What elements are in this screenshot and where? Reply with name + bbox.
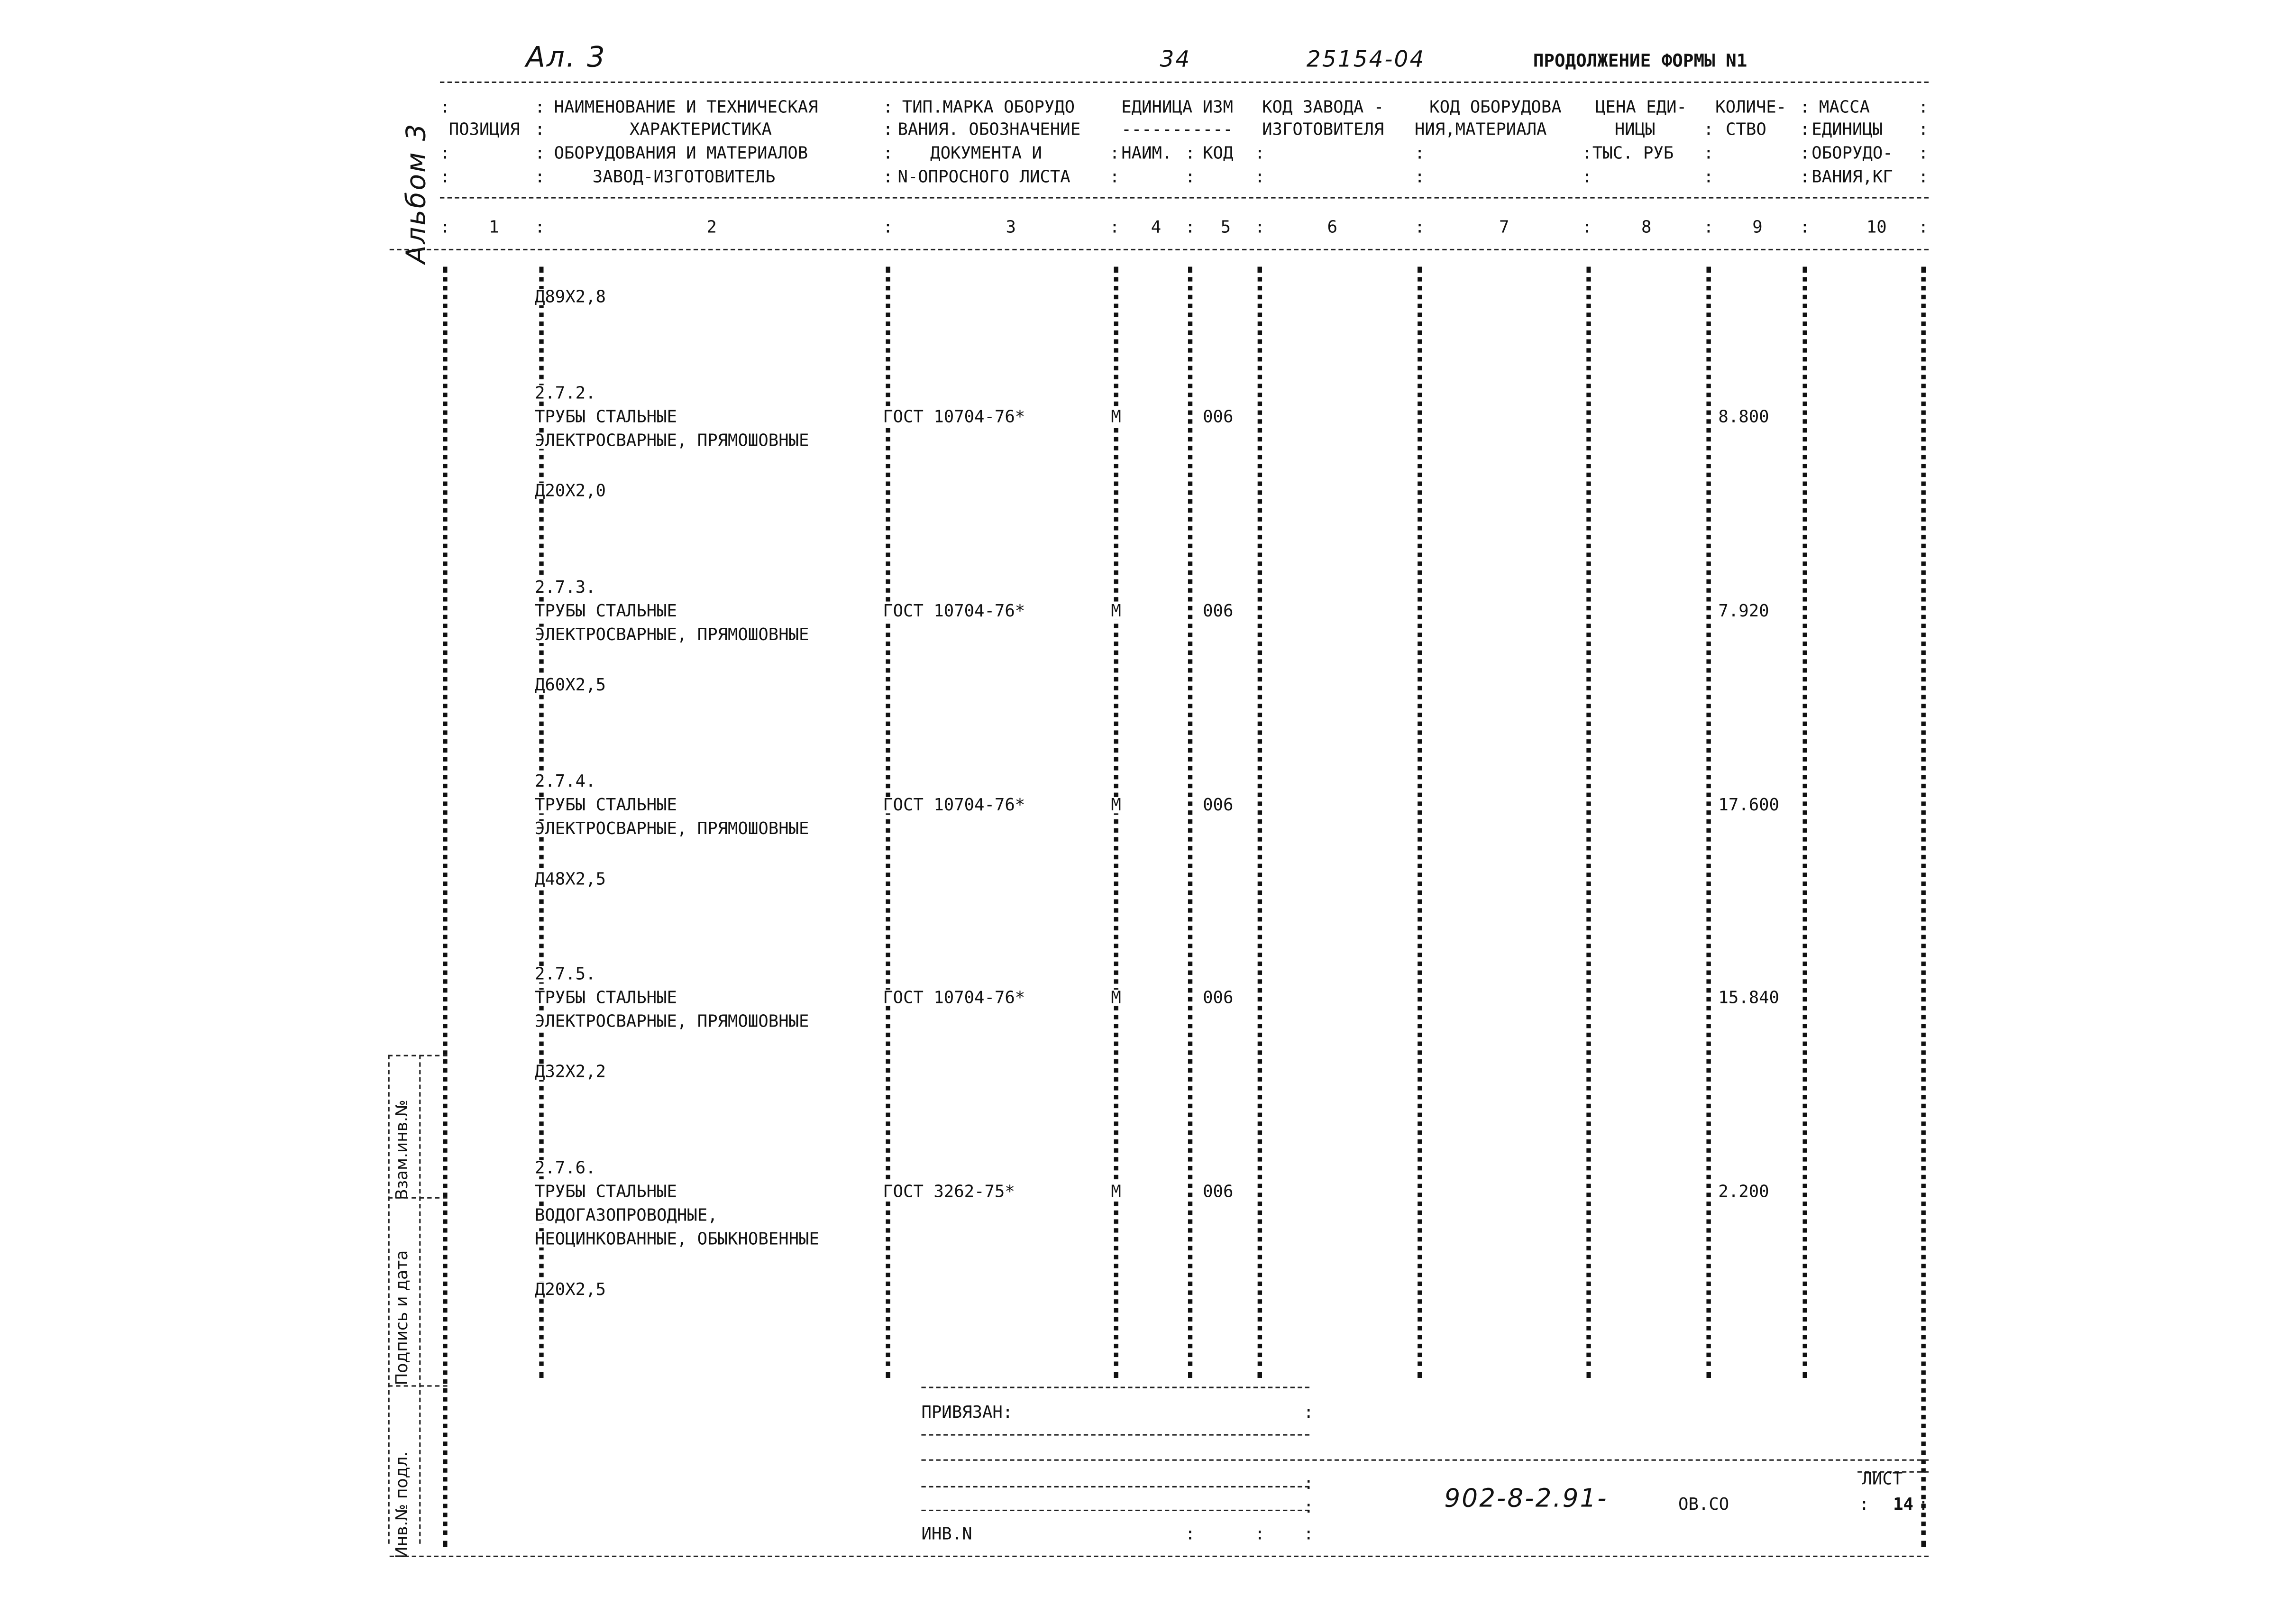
stamp-rule bbox=[388, 1197, 448, 1199]
item-name-line: ВОДОГАЗОПРОВОДНЫЕ, bbox=[534, 1204, 718, 1225]
stamp-separator: : bbox=[1303, 1523, 1314, 1544]
hdr-position: ПОЗИЦИЯ bbox=[448, 118, 520, 139]
hdr-separator: : bbox=[1800, 142, 1810, 163]
position-number: 2.7.3. bbox=[534, 576, 596, 597]
stamp-separator: : bbox=[1254, 1523, 1265, 1544]
rule-numbers-bottom bbox=[390, 249, 1929, 250]
hdr-name-line: ОБОРУДОВАНИЯ И МАТЕРИАЛОВ bbox=[554, 142, 808, 163]
unit-code: 006 bbox=[1203, 1181, 1234, 1202]
stamp-inv-original: Инв.№ подл. bbox=[392, 1451, 412, 1559]
stamp-separator: : bbox=[1303, 1496, 1314, 1517]
item-name-line: ЭЛЕКТРОСВАРНЫЕ, ПРЯМОШОВНЫЕ bbox=[534, 430, 809, 450]
hdr-separator: : bbox=[1918, 142, 1929, 163]
size-spec: Д32Х2,2 bbox=[534, 1061, 606, 1082]
position-number: 2.7.6. bbox=[534, 1157, 596, 1178]
column-separator bbox=[1188, 266, 1192, 1377]
page-number: 34 bbox=[1160, 46, 1191, 73]
hdr-separator: : bbox=[1254, 216, 1265, 237]
unit-code: 006 bbox=[1203, 406, 1234, 427]
stamp-rule bbox=[921, 1459, 1309, 1461]
column-separator bbox=[1803, 266, 1807, 1377]
hdr-price-3: ТЫС. РУБ bbox=[1592, 142, 1674, 163]
stamp-rule bbox=[388, 1055, 448, 1056]
hdr-separator: : bbox=[1582, 142, 1592, 163]
size-spec: Д48Х2,5 bbox=[534, 868, 606, 889]
stamp-rule bbox=[388, 1385, 448, 1386]
item-name-line: ЭЛЕКТРОСВАРНЫЕ, ПРЯМОШОВНЫЕ bbox=[534, 817, 809, 839]
quantity: 8.800 bbox=[1718, 406, 1769, 427]
hdr-name-line: НАИМЕНОВАНИЕ И ТЕХНИЧЕСКАЯ bbox=[554, 96, 818, 117]
hdr-separator: : bbox=[1582, 216, 1592, 237]
hdr-name-line: ЗАВОД-ИЗГОТОВИТЕЛЬ bbox=[592, 165, 776, 187]
column-separator bbox=[1706, 266, 1711, 1377]
drawing-code: 902-8-2.91- bbox=[1444, 1484, 1608, 1514]
hdr-separator: : bbox=[1109, 165, 1120, 187]
hdr-separator: : bbox=[534, 165, 545, 187]
doc-reference: ГОСТ 10704-76* bbox=[883, 406, 1025, 427]
hdr-separator: : bbox=[534, 142, 545, 163]
unit-name: М bbox=[1111, 794, 1121, 815]
item-name-line: ТРУБЫ СТАЛЬНЫЕ bbox=[534, 406, 677, 427]
hdr-separator: : bbox=[1109, 216, 1120, 237]
stamp-rule bbox=[1312, 1459, 1929, 1461]
item-name-line: ЭЛЕКТРОСВАРНЫЕ, ПРЯМОШОВНЫЕ bbox=[534, 1010, 809, 1031]
hdr-plant-code-2: ИЗГОТОВИТЕЛЯ bbox=[1262, 118, 1384, 139]
doc-reference: ГОСТ 10704-76* bbox=[883, 794, 1025, 815]
hdr-unit-name: НАИМ. bbox=[1121, 142, 1172, 163]
hdr-separator: : bbox=[1254, 142, 1265, 163]
col-number: 2 bbox=[706, 216, 717, 237]
stamp-border bbox=[388, 1055, 390, 1544]
hdr-separator: : bbox=[1414, 165, 1425, 187]
doc-code: 25154-04 bbox=[1306, 46, 1426, 73]
stamp-rule bbox=[921, 1387, 1309, 1388]
item-name-line: ТРУБЫ СТАЛЬНЫЕ bbox=[534, 986, 677, 1008]
album-mark: Ал. 3 bbox=[526, 41, 606, 74]
hdr-separator: : bbox=[1582, 165, 1592, 187]
inv-label: ИНВ.N bbox=[921, 1523, 972, 1544]
size-spec: Д20Х2,5 bbox=[534, 1278, 606, 1300]
hdr-mass-line: МАССА bbox=[1819, 96, 1870, 117]
hdr-separator: : bbox=[1800, 96, 1810, 117]
album-label: Альбом 3 bbox=[401, 122, 433, 264]
stamp-separator: : bbox=[1185, 1523, 1196, 1544]
unit-code: 006 bbox=[1203, 986, 1234, 1008]
unit-name: М bbox=[1111, 986, 1121, 1008]
hdr-separator: : bbox=[1918, 216, 1929, 237]
hdr-separator: : bbox=[1800, 216, 1810, 237]
stamp-separator: : bbox=[1918, 1493, 1929, 1514]
hdr-equip-code: КОД ОБОРУДОВА bbox=[1429, 96, 1562, 117]
doc-reference: ГОСТ 10704-76* bbox=[883, 600, 1025, 621]
drawing-suffix: ОВ.СО bbox=[1678, 1493, 1729, 1514]
hdr-separator: : bbox=[439, 216, 450, 237]
stamp-rule bbox=[921, 1510, 1309, 1511]
hdr-separator: : bbox=[1703, 118, 1714, 139]
hdr-price: ЦЕНА ЕДИ- bbox=[1595, 96, 1687, 117]
rule-top bbox=[440, 82, 1929, 83]
unit-name: М bbox=[1111, 600, 1121, 621]
col-number: 4 bbox=[1151, 216, 1162, 237]
hdr-separator: : bbox=[1109, 142, 1120, 163]
continuation-title: ПРОДОЛЖЕНИЕ ФОРМЫ N1 bbox=[1533, 50, 1747, 71]
hdr-separator: : bbox=[1800, 118, 1810, 139]
doc-reference: ГОСТ 10704-76* bbox=[883, 986, 1025, 1008]
hdr-separator: : bbox=[1918, 118, 1929, 139]
quantity: 17.600 bbox=[1718, 794, 1780, 815]
position-number: 2.7.2. bbox=[534, 382, 596, 403]
hdr-separator: : bbox=[1185, 216, 1196, 237]
quantity: 2.200 bbox=[1718, 1181, 1769, 1202]
hdr-separator: : bbox=[1918, 165, 1929, 187]
sheet-number: 14 bbox=[1893, 1493, 1913, 1514]
size-spec: Д20Х2,0 bbox=[534, 480, 606, 501]
size-spec: Д60Х2,5 bbox=[534, 674, 606, 695]
col-number: 5 bbox=[1220, 216, 1231, 237]
col-number: 10 bbox=[1866, 216, 1887, 237]
hdr-unit-code: КОД bbox=[1203, 142, 1234, 163]
hdr-mass-line: ВАНИЯ,КГ bbox=[1811, 165, 1893, 187]
stamp-rule bbox=[921, 1486, 1309, 1487]
hdr-separator: : bbox=[1800, 165, 1810, 187]
unit-code: 006 bbox=[1203, 794, 1234, 815]
stamp-replace-inv: Взам.инв.№ bbox=[392, 1100, 412, 1200]
hdr-separator: : bbox=[1703, 216, 1714, 237]
hdr-separator: : bbox=[534, 118, 545, 139]
col-number: 7 bbox=[1499, 216, 1509, 237]
hdr-separator: : bbox=[883, 142, 893, 163]
hdr-name-line: ХАРАКТЕРИСТИКА bbox=[629, 118, 772, 139]
item-name-line: ТРУБЫ СТАЛЬНЫЕ bbox=[534, 600, 677, 621]
hdr-unit-divider: ----------- bbox=[1121, 118, 1233, 139]
rule-bottom bbox=[390, 1556, 1929, 1557]
hdr-type-line: N-ОПРОСНОГО ЛИСТА bbox=[897, 165, 1070, 187]
stamp-signature-date: Подпись и дата bbox=[392, 1250, 412, 1386]
hdr-qty-2: СТВО bbox=[1726, 118, 1766, 139]
col-number: 9 bbox=[1752, 216, 1763, 237]
column-separator bbox=[1586, 266, 1591, 1377]
hdr-separator: : bbox=[1703, 142, 1714, 163]
quantity: 15.840 bbox=[1718, 986, 1780, 1008]
col-number: 6 bbox=[1327, 216, 1337, 237]
column-separator bbox=[1114, 266, 1118, 1377]
stamp-separator: : bbox=[1303, 1401, 1314, 1423]
unit-name: М bbox=[1111, 1181, 1121, 1202]
hdr-plant-code: КОД ЗАВОДА - bbox=[1262, 96, 1384, 117]
hdr-separator: : bbox=[439, 142, 450, 163]
size-spec: Д89Х2,8 bbox=[534, 286, 606, 307]
hdr-type-line: ТИП.МАРКА ОБОРУДО bbox=[902, 96, 1075, 117]
quantity: 7.920 bbox=[1718, 600, 1769, 621]
hdr-separator: : bbox=[439, 165, 450, 187]
hdr-separator: : bbox=[1703, 165, 1714, 187]
hdr-separator: : bbox=[439, 96, 450, 117]
rule-header-bottom bbox=[440, 197, 1929, 199]
hdr-price-2: НИЦЫ bbox=[1614, 118, 1656, 139]
sheet-label: ЛИСТ bbox=[1862, 1468, 1903, 1489]
item-name-line: ТРУБЫ СТАЛЬНЫЕ bbox=[534, 1181, 677, 1202]
col-number: 3 bbox=[1006, 216, 1016, 237]
item-name-line: ТРУБЫ СТАЛЬНЫЕ bbox=[534, 794, 677, 815]
column-separator bbox=[1921, 266, 1925, 1547]
column-separator bbox=[1418, 266, 1422, 1377]
position-number: 2.7.4. bbox=[534, 770, 596, 791]
hdr-equip-code-2: НИЯ,МАТЕРИАЛА bbox=[1414, 118, 1547, 139]
hdr-separator: : bbox=[534, 216, 545, 237]
hdr-unit: ЕДИНИЦА ИЗМ bbox=[1121, 96, 1233, 117]
stamp-border bbox=[419, 1055, 421, 1544]
stamp-separator: : bbox=[1303, 1472, 1314, 1494]
col-number: 8 bbox=[1641, 216, 1652, 237]
stamp-rule bbox=[921, 1434, 1309, 1436]
column-separator bbox=[443, 266, 447, 1547]
item-name-line: НЕОЦИНКОВАННЫЕ, ОБЫКНОВЕННЫЕ bbox=[534, 1228, 819, 1249]
hdr-separator: : bbox=[1254, 165, 1265, 187]
hdr-separator: : bbox=[883, 118, 893, 139]
hdr-separator: : bbox=[883, 165, 893, 187]
stamp-separator: : bbox=[1859, 1493, 1869, 1514]
hdr-qty: КОЛИЧЕ- bbox=[1715, 96, 1787, 117]
hdr-type-line: ВАНИЯ. ОБОЗНАЧЕНИЕ bbox=[897, 118, 1081, 139]
unit-code: 006 bbox=[1203, 600, 1234, 621]
hdr-separator: : bbox=[1185, 165, 1196, 187]
linked-label: ПРИВЯЗАН: bbox=[921, 1401, 1013, 1423]
hdr-mass-line: ЕДИНИЦЫ bbox=[1811, 118, 1883, 139]
hdr-type-line: ДОКУМЕНТА И bbox=[930, 142, 1042, 163]
unit-name: М bbox=[1111, 406, 1121, 427]
hdr-separator: : bbox=[1414, 216, 1425, 237]
col-number: 1 bbox=[489, 216, 499, 237]
hdr-separator: : bbox=[883, 96, 893, 117]
column-separator bbox=[886, 266, 890, 1377]
hdr-separator: : bbox=[1918, 96, 1929, 117]
position-number: 2.7.5. bbox=[534, 963, 596, 984]
doc-reference: ГОСТ 3262-75* bbox=[883, 1181, 1015, 1202]
column-separator bbox=[1258, 266, 1262, 1377]
item-name-line: ЭЛЕКТРОСВАРНЫЕ, ПРЯМОШОВНЫЕ bbox=[534, 624, 809, 645]
hdr-separator: : bbox=[534, 96, 545, 117]
hdr-separator: : bbox=[1185, 142, 1196, 163]
hdr-mass-line: ОБОРУДО- bbox=[1811, 142, 1893, 163]
hdr-separator: : bbox=[883, 216, 893, 237]
hdr-separator: : bbox=[1414, 142, 1425, 163]
